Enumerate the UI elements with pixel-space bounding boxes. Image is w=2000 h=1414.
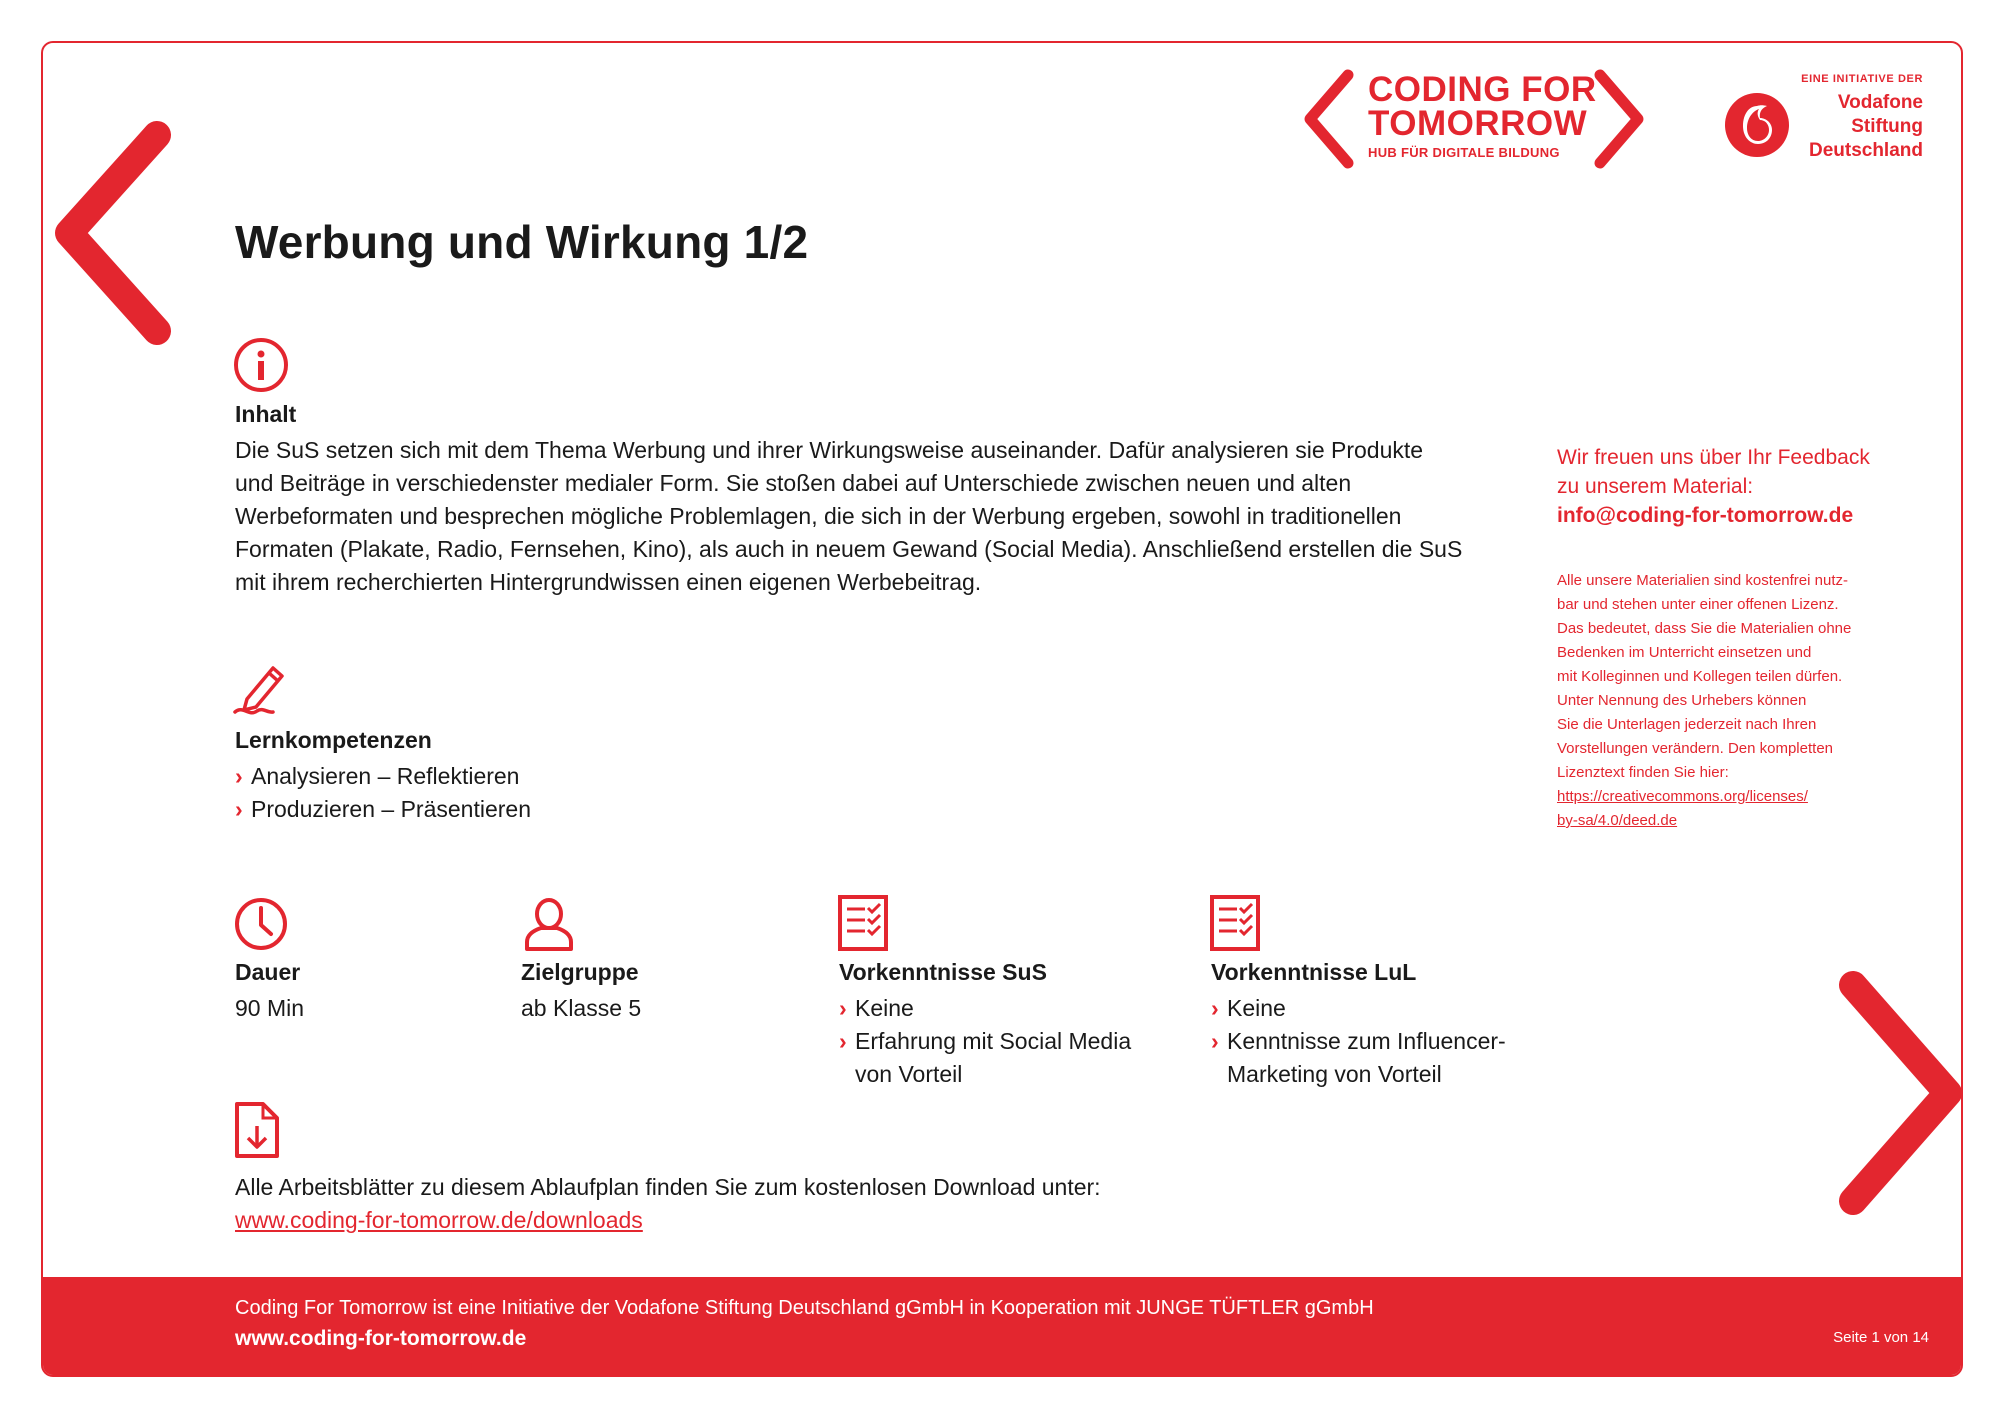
inhalt-heading: Inhalt	[235, 401, 297, 427]
lernkompetenzen-heading: Lernkompetenzen	[235, 727, 432, 753]
pencil-icon	[233, 659, 289, 717]
license-line: Das bedeutet, dass Sie die Materialien ohne	[1557, 620, 1852, 637]
vorkenntnisse-sus-list	[839, 992, 1131, 1091]
feedback-block	[1557, 443, 1870, 530]
lernkompetenzen-list	[235, 760, 531, 826]
list-item: › Analysieren – Reflektieren	[235, 760, 531, 793]
page-title: Werbung und Wirkung 1/2	[235, 216, 809, 268]
license-block	[1557, 569, 1851, 833]
chevron-right-icon: ›	[839, 1028, 847, 1054]
inhalt-line: Werbeformaten und besprechen mögliche Problemlagen, die sich in der Werbung ergeben, sowohl in traditionellen	[235, 503, 1402, 529]
license-line: Bedenken im Unterricht einsetzen und	[1557, 644, 1812, 661]
vodafone-stiftung-logo[interactable]	[1723, 73, 1923, 183]
dauer-heading: Dauer	[235, 959, 301, 985]
vodafone-text-2: Stiftung	[1851, 116, 1923, 137]
checklist-icon	[837, 894, 889, 952]
logo-tagline: HUB FÜR DIGITALE BILDUNG	[1368, 145, 1560, 160]
coding-for-tomorrow-logo[interactable]	[1298, 67, 1678, 177]
inhalt-line: Formaten (Plakate, Radio, Fernsehen, Kino), als auch in neuem Gewand (Social Media). Anschließend erstellen die SuS	[235, 536, 1463, 562]
logo-line1: CODING FOR	[1368, 70, 1597, 109]
feedback-email[interactable]: info@coding-for-tomorrow.de	[1557, 504, 1854, 527]
license-link-cont[interactable]: by-sa/4.0/deed.de	[1557, 812, 1678, 829]
vodafone-text-3: Deutschland	[1808, 140, 1923, 161]
page-number: Seite 1 von 14	[1833, 1329, 1929, 1346]
dauer-value: 90 Min	[235, 995, 305, 1021]
license-line: Unter Nennung des Urhebers können	[1557, 692, 1807, 709]
zielgruppe-heading: Zielgruppe	[521, 959, 639, 985]
inhalt-line: mit ihrem recherchierten Hintergrundwissen einen eigenen Werbebeitrag.	[235, 569, 982, 595]
vorkenntnisse-lul-heading: Vorkenntnisse LuL	[1211, 959, 1417, 985]
initiative-label: EINE INITIATIVE DER	[1801, 73, 1923, 85]
chevron-right-icon: ›	[1211, 1028, 1219, 1054]
list-item: › Produzieren – Präsentieren	[235, 793, 531, 826]
chevron-right-icon: ›	[1211, 995, 1219, 1021]
chevron-right-icon: ›	[235, 763, 243, 789]
checklist-icon	[1209, 894, 1261, 952]
clock-icon	[233, 896, 289, 952]
license-link[interactable]: https://creativecommons.org/licenses/	[1557, 788, 1808, 805]
footer-bar	[43, 1277, 1961, 1375]
list-item: › Keine	[839, 992, 1131, 1025]
person-icon	[521, 894, 577, 952]
zielgruppe-value: ab Klasse 5	[521, 995, 642, 1021]
footer-text: Coding For Tomorrow ist eine Initiative der Vodafone Stiftung Deutschland gGmbH in Kooperation mit JUNGE TÜFTLER gGmbH	[235, 1297, 1374, 1319]
download-link[interactable]: www.coding-for-tomorrow.de/downloads	[235, 1207, 643, 1233]
logo-line2: TOMORROW	[1368, 104, 1588, 143]
list-item: › Erfahrung mit Social Media von Vorteil	[839, 1025, 1131, 1091]
vorkenntnisse-lul-list	[1211, 992, 1506, 1091]
page-card	[41, 41, 1963, 1377]
license-line: mit Kolleginnen und Kollegen teilen dürfen.	[1557, 668, 1843, 685]
license-line: Lizenztext finden Sie hier:	[1557, 764, 1729, 781]
vodafone-icon	[1723, 91, 1793, 161]
feedback-line-1: Wir freuen uns über Ihr Feedback	[1557, 446, 1870, 469]
inhalt-line: Die SuS setzen sich mit dem Thema Werbung und ihrer Wirkungsweise auseinander. Dafür analysieren sie Produkte	[235, 437, 1424, 463]
license-line: Vorstellungen verändern. Den kompletten	[1557, 740, 1834, 757]
inhalt-line: und Beiträge in verschiedenster medialer Form. Sie stoßen dabei auf Unterschiede zwischen neuen und alten	[235, 470, 1352, 496]
vorkenntnisse-sus-heading: Vorkenntnisse SuS	[839, 959, 1047, 985]
vodafone-text-1: Vodafone	[1837, 92, 1923, 113]
footer-url[interactable]: www.coding-for-tomorrow.de	[235, 1327, 527, 1350]
license-line: bar und stehen unter einer offenen Lizenz.	[1557, 596, 1839, 613]
list-item: › Kenntnisse zum Influencer- Marketing von Vorteil	[1211, 1025, 1506, 1091]
left-chevron-decor	[69, 135, 157, 331]
feedback-line-2: zu unserem Material:	[1557, 475, 1754, 498]
inhalt-text	[235, 434, 1555, 599]
list-item: › Keine	[1211, 992, 1506, 1025]
license-line: Alle unsere Materialien sind kostenfrei nutz-	[1557, 572, 1848, 589]
right-chevron-decor	[1853, 985, 1948, 1201]
chevron-right-icon: ›	[839, 995, 847, 1021]
download-text: Alle Arbeitsblätter zu diesem Ablaufplan finden Sie zum kostenlosen Download unter:	[235, 1174, 1101, 1200]
info-icon	[233, 337, 289, 393]
download-document-icon	[233, 1100, 281, 1160]
license-line: Sie die Unterlagen jederzeit nach Ihren	[1557, 716, 1817, 733]
chevron-right-icon: ›	[235, 796, 243, 822]
